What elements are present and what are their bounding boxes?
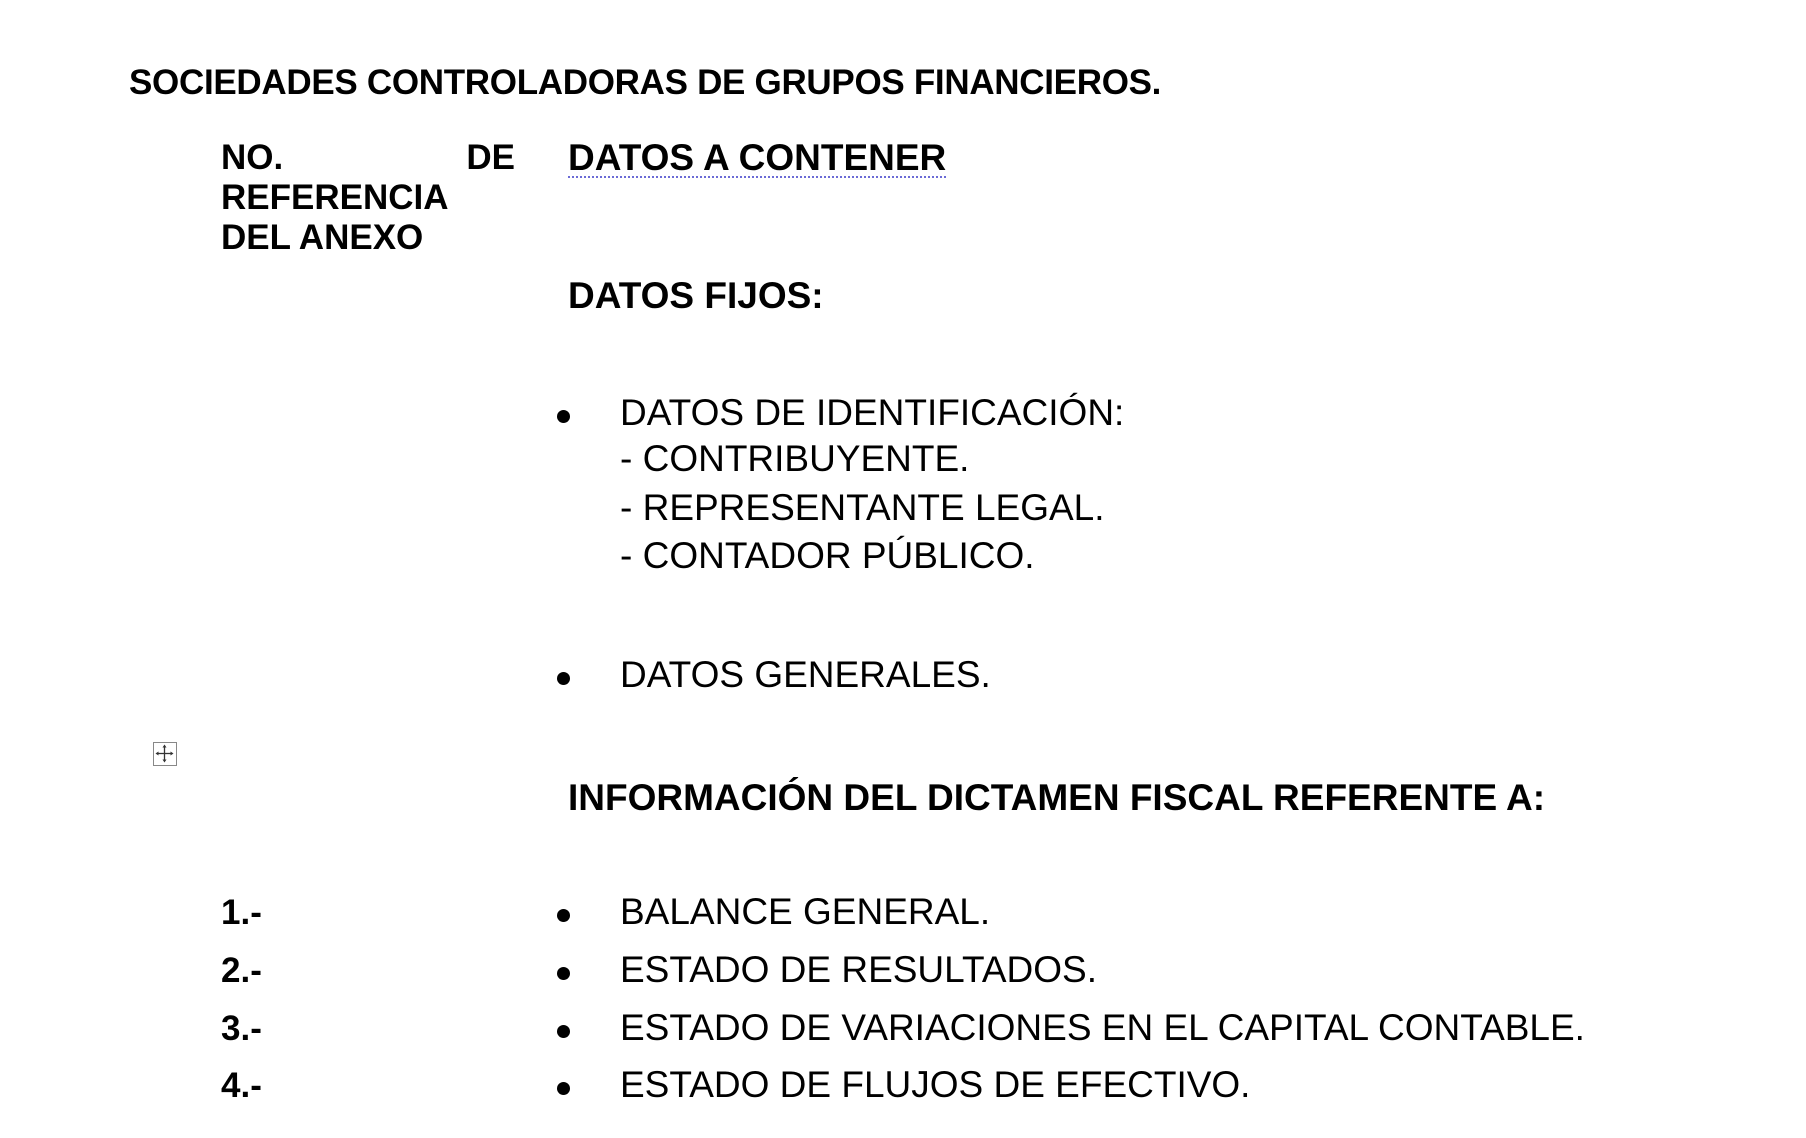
column-header-reference-no: NO. (221, 138, 284, 177)
column-header-reference-line2: REFERENCIA (221, 178, 449, 217)
bullet-icon (557, 672, 570, 685)
column-header-data: DATOS A CONTENER (568, 137, 947, 178)
dictamen-item: ESTADO DE FLUJOS DE EFECTIVO. (620, 1064, 1251, 1105)
fixed-data-heading: DATOS FIJOS: (568, 275, 824, 316)
dictamen-item: ESTADO DE RESULTADOS. (620, 949, 1097, 990)
dictamen-item: ESTADO DE VARIACIONES EN EL CAPITAL CONTABLE. (620, 1007, 1585, 1048)
identification-sublist (620, 435, 1105, 581)
column-header-reference (221, 138, 515, 258)
column-header-reference-line3: DEL ANEXO (221, 218, 424, 257)
bullet-icon (557, 1082, 570, 1095)
identification-subitem: - CONTRIBUYENTE. (620, 438, 970, 479)
bullet-icon (557, 967, 570, 980)
dictamen-item: BALANCE GENERAL. (620, 891, 991, 932)
column-header-reference-de: DE (466, 138, 515, 177)
reference-number: 4.- (221, 1066, 262, 1105)
bullet-icon (557, 909, 570, 922)
reference-number: 2.- (221, 951, 262, 990)
reference-number: 1.- (221, 893, 262, 932)
identification-label: DATOS DE IDENTIFICACIÓN: (620, 392, 1125, 433)
dictamen-heading: INFORMACIÓN DEL DICTAMEN FISCAL REFERENTE A: (568, 777, 1546, 818)
identification-subitem: - CONTADOR PÚBLICO. (620, 535, 1035, 576)
bullet-icon (557, 410, 570, 423)
bullet-icon (557, 1025, 570, 1038)
identification-subitem: - REPRESENTANTE LEGAL. (620, 486, 1105, 528)
move-table-icon[interactable] (153, 742, 177, 766)
document-title: SOCIEDADES CONTROLADORAS DE GRUPOS FINANCIEROS. (129, 63, 1162, 102)
reference-number: 3.- (221, 1009, 262, 1048)
general-data-label: DATOS GENERALES. (620, 654, 991, 695)
